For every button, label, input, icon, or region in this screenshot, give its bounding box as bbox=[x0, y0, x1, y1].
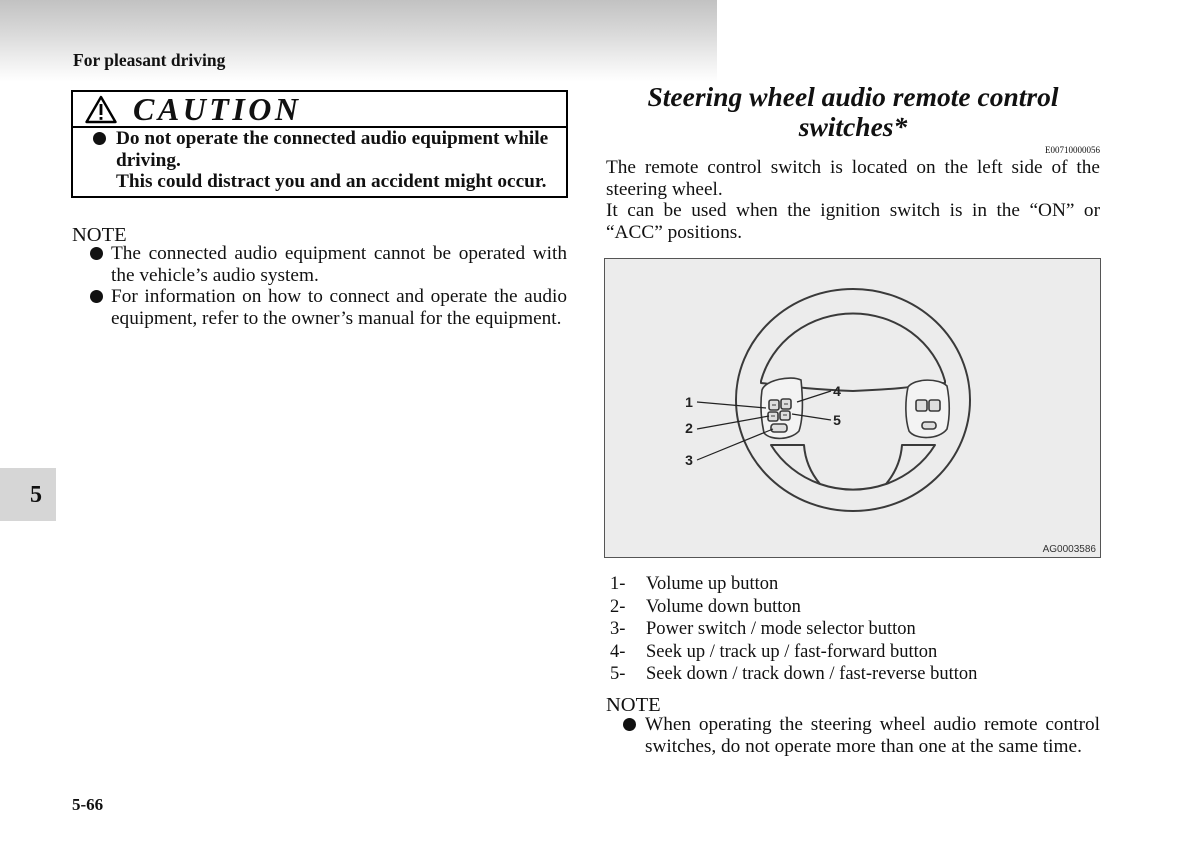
paragraph-line: “ACC” positions. bbox=[606, 222, 743, 244]
section-header-title: For pleasant driving bbox=[73, 50, 226, 70]
paragraph-line: steering wheel. bbox=[606, 178, 723, 200]
section-paragraph bbox=[606, 157, 1100, 244]
left-switch-pad bbox=[761, 378, 802, 438]
legend-text: Power switch / mode selector button bbox=[646, 619, 916, 639]
note-line: For information on how to connect and operate the audio bbox=[111, 286, 567, 308]
bullet-icon bbox=[90, 290, 103, 303]
legend-item bbox=[610, 663, 977, 686]
caution-line: Do not operate the connected audio equipment while bbox=[116, 128, 549, 149]
note-item bbox=[72, 243, 567, 286]
legend-number: 4- bbox=[610, 641, 626, 662]
note-line: switches, do not operate more than one at the same time. bbox=[645, 735, 1082, 757]
legend-text: Volume up button bbox=[646, 574, 779, 594]
paragraph-line: The remote control switch is located on the left side of the bbox=[606, 157, 1100, 178]
note-line: equipment, refer to the owner’s manual for the equipment. bbox=[111, 307, 562, 329]
bullet-icon bbox=[90, 247, 103, 260]
section-code: E00710000056 bbox=[1045, 145, 1100, 155]
page-number: 5-66 bbox=[72, 795, 104, 814]
chapter-number: 5 bbox=[30, 482, 42, 508]
steering-wheel-illustration bbox=[605, 259, 1100, 557]
bullet-icon bbox=[93, 132, 106, 145]
legend-number: 2- bbox=[610, 596, 626, 617]
callout-4: 4 bbox=[833, 383, 841, 399]
legend-item bbox=[610, 641, 977, 664]
caution-line: This could distract you and an accident might occur. bbox=[116, 171, 547, 192]
legend-text: Seek up / track up / fast-forward button bbox=[646, 641, 938, 662]
caution-header bbox=[73, 92, 566, 128]
section-title: Steering wheel audio remote control switches* bbox=[647, 81, 1059, 142]
note-line: the vehicle’s audio system. bbox=[111, 264, 319, 286]
legend-item bbox=[610, 573, 977, 596]
caution-title: CAUTION bbox=[133, 91, 302, 127]
right-switch-pad bbox=[906, 380, 949, 437]
legend-item bbox=[610, 596, 977, 619]
warning-triangle-icon bbox=[85, 95, 117, 124]
callout-legend bbox=[610, 573, 977, 686]
callout-2: 2 bbox=[685, 420, 693, 436]
legend-number: 5- bbox=[610, 664, 626, 684]
legend-text: Seek down / track down / fast-reverse button bbox=[646, 664, 978, 684]
steering-wheel-figure bbox=[604, 258, 1101, 558]
note-list bbox=[606, 714, 1100, 757]
chapter-tab bbox=[0, 468, 56, 521]
legend-text: Volume down button bbox=[646, 596, 801, 617]
note-label: NOTE bbox=[72, 224, 127, 246]
note-item bbox=[72, 286, 567, 329]
note-label: NOTE bbox=[606, 694, 661, 716]
caution-line: driving. bbox=[116, 149, 181, 171]
callout-5: 5 bbox=[833, 412, 841, 428]
note-item bbox=[606, 714, 1100, 757]
callout-3: 3 bbox=[685, 452, 693, 468]
legend-number: 1- bbox=[610, 574, 626, 594]
caution-text bbox=[116, 128, 556, 193]
legend-number: 3- bbox=[610, 619, 626, 639]
callout-1: 1 bbox=[685, 394, 693, 410]
bullet-icon bbox=[623, 718, 636, 731]
note-line: When operating the steering wheel audio remote control bbox=[645, 714, 1100, 735]
caution-box bbox=[71, 90, 568, 198]
paragraph-line: It can be used when the ignition switch is in the “ON” or bbox=[606, 200, 1100, 222]
note-list bbox=[72, 243, 567, 329]
note-line: The connected audio equipment cannot be operated with bbox=[111, 243, 567, 264]
legend-item bbox=[610, 618, 977, 641]
figure-id-label: AG0003586 bbox=[1042, 544, 1096, 555]
power-mode-button bbox=[771, 424, 787, 432]
